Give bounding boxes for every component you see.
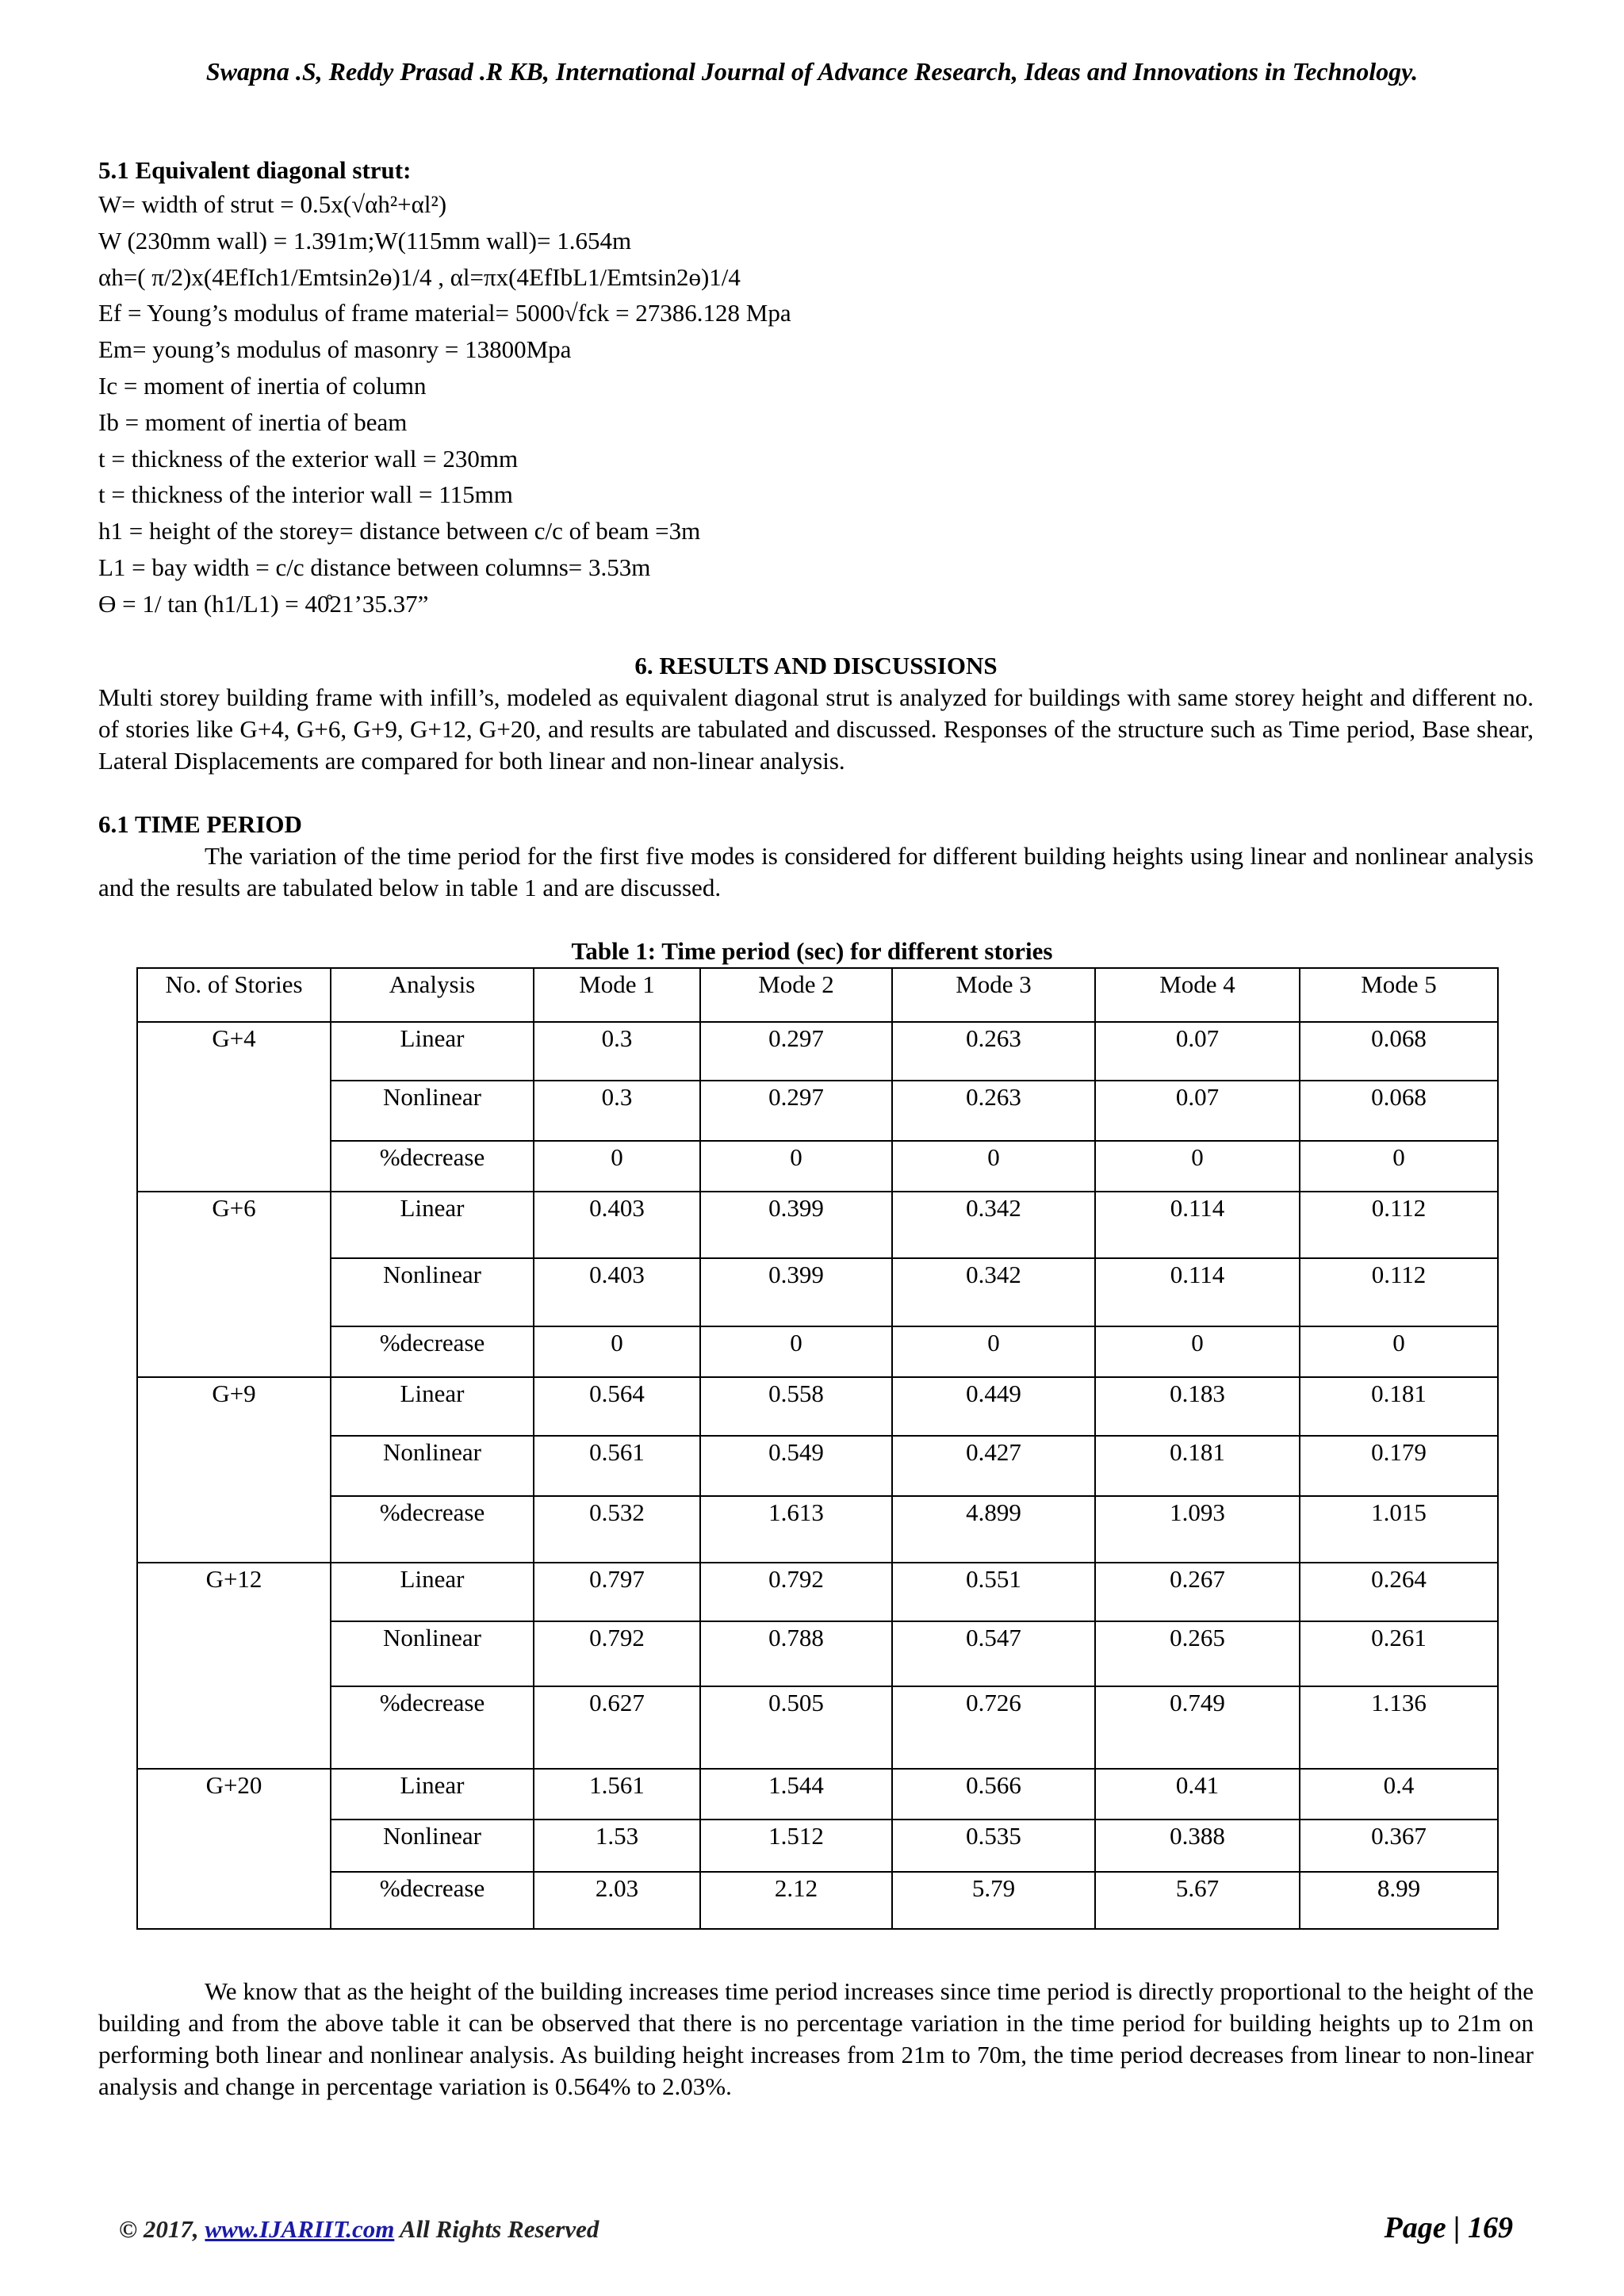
analysis-cell: %decrease: [331, 1686, 534, 1769]
table-row: [137, 1820, 1498, 1872]
table-row: [137, 1192, 1498, 1258]
section-5-1: [98, 155, 1534, 622]
mode-value-cell: 5.67: [1095, 1872, 1300, 1929]
analysis-cell: %decrease: [331, 1141, 534, 1192]
mode-value-cell: 1.015: [1300, 1496, 1498, 1563]
mode-value-cell: 4.899: [892, 1496, 1095, 1563]
mode-value-cell: 1.561: [534, 1769, 700, 1820]
mode-value-cell: 0.403: [534, 1192, 700, 1258]
header-cell: Analysis: [331, 968, 534, 1022]
mode-value-cell: 0.561: [534, 1436, 700, 1496]
mode-value-cell: 0.265: [1095, 1621, 1300, 1686]
mode-value-cell: 0.797: [534, 1563, 700, 1621]
mode-value-cell: 0.792: [534, 1621, 700, 1686]
table-row: [137, 1872, 1498, 1929]
table-row: [137, 1563, 1498, 1621]
mode-value-cell: 0.179: [1300, 1436, 1498, 1496]
mode-value-cell: 0.297: [700, 1081, 892, 1141]
storey-height: h1 = height of the storey= distance between c/c of beam =3m: [98, 517, 701, 545]
mode-value-cell: 0: [534, 1326, 700, 1377]
mode-value-cell: 0.399: [700, 1192, 892, 1258]
table-row: [137, 1621, 1498, 1686]
running-head: Swapna .S, Reddy Prasad .R KB, International Journal of Advance Research, Ideas and Innovations in Technology.: [205, 57, 1419, 86]
page-number: Page | 169: [1384, 2211, 1513, 2244]
mode-value-cell: 0: [700, 1326, 892, 1377]
theta-definition: Ɵ = 1/ tan (h1/L1) = 40̊21’35.37”: [98, 589, 429, 618]
header-cell: Mode 2: [700, 968, 892, 1022]
table-row: [137, 1436, 1498, 1496]
strut-width-values: W (230mm wall) = 1.391m;W(115mm wall)= 1.654m: [98, 226, 632, 254]
ef-definition: Ef = Young’s modulus of frame material= 5000√fck = 27386.128 Mpa: [98, 299, 791, 327]
mode-value-cell: 0: [534, 1141, 700, 1192]
stories-cell: G+9: [137, 1377, 331, 1563]
analysis-cell: Nonlinear: [331, 1621, 534, 1686]
mode-value-cell: 0.3: [534, 1081, 700, 1141]
bay-width: L1 = bay width = c/c distance between columns= 3.53m: [98, 553, 651, 581]
mode-value-cell: 0.297: [700, 1022, 892, 1081]
header-cell: No. of Stories: [137, 968, 331, 1022]
mode-value-cell: 0: [1095, 1141, 1300, 1192]
mode-value-cell: 0.181: [1095, 1436, 1300, 1496]
header-cell: Mode 4: [1095, 968, 1300, 1022]
table-body: [137, 1022, 1498, 1929]
table-row: [137, 1141, 1498, 1192]
mode-value-cell: 0.4: [1300, 1769, 1498, 1820]
mode-value-cell: 0.263: [892, 1022, 1095, 1081]
mode-value-cell: 1.093: [1095, 1496, 1300, 1563]
mode-value-cell: 0.3: [534, 1022, 700, 1081]
stories-cell: G+6: [137, 1192, 331, 1377]
mode-value-cell: 0.627: [534, 1686, 700, 1769]
mode-value-cell: 0.112: [1300, 1192, 1498, 1258]
analysis-cell: %decrease: [331, 1326, 534, 1377]
mode-value-cell: 0.726: [892, 1686, 1095, 1769]
section-6-1: [98, 809, 1534, 904]
mode-value-cell: 0.261: [1300, 1621, 1498, 1686]
analysis-cell: Nonlinear: [331, 1081, 534, 1141]
journal-link[interactable]: www.IJARIIT.com: [205, 2215, 395, 2243]
analysis-cell: Nonlinear: [331, 1820, 534, 1872]
table-row: [137, 1769, 1498, 1820]
analysis-cell: Linear: [331, 1377, 534, 1436]
stories-cell: G+20: [137, 1769, 331, 1929]
table-row: [137, 1686, 1498, 1769]
header-cell: Mode 5: [1300, 968, 1498, 1022]
mode-value-cell: 0.367: [1300, 1820, 1498, 1872]
mode-value-cell: 0.558: [700, 1377, 892, 1436]
ic-definition: Ic = moment of inertia of column: [98, 371, 427, 400]
copyright-prefix: © 2017,: [119, 2215, 205, 2243]
stories-cell: G+12: [137, 1563, 331, 1769]
section-6: [98, 650, 1534, 777]
mode-value-cell: 0.068: [1300, 1081, 1498, 1141]
section-6-paragraph: Multi storey building frame with infill’s, modeled as equivalent diagonal strut is analyzed for buildings with same storey height and different no. of stories like G+4, G+6, G+9, G+12, G+20, and results are tabulated and discussed. Responses of the structure such as Time period, Base shear, Lateral Displacements are compared for both linear and non-linear analysis.: [98, 683, 1534, 775]
mode-value-cell: 0.505: [700, 1686, 892, 1769]
mode-value-cell: 5.79: [892, 1872, 1095, 1929]
mode-value-cell: 0.403: [534, 1258, 700, 1326]
table-row: [137, 1258, 1498, 1326]
mode-value-cell: 0.112: [1300, 1258, 1498, 1326]
mode-value-cell: 0.07: [1095, 1022, 1300, 1081]
mode-value-cell: 0.267: [1095, 1563, 1300, 1621]
mode-value-cell: 0.792: [700, 1563, 892, 1621]
mode-value-cell: 0.551: [892, 1563, 1095, 1621]
table-row: [137, 1377, 1498, 1436]
closing-paragraph: We know that as the height of the building increases time period increases since time period is directly proportional to the height of the building and from the above table it can be observed that there is no percentage variation in the time period for building heights up to 21m on performing both linear and nonlinear analysis. As building height increases from 21m to 70m, the time period decreases from linear to non-linear analysis and change in percentage variation is 0.564% to 2.03%.: [98, 1977, 1534, 2100]
mode-value-cell: 0.427: [892, 1436, 1095, 1496]
alpha-formula: αh=( π/2)x(4EfIch1/Emtsin2ɵ)1/4 , αl=πx(4EfIbL1/Emtsin2ɵ)1/4: [98, 262, 741, 291]
analysis-cell: Linear: [331, 1022, 534, 1081]
mode-value-cell: 0.114: [1095, 1192, 1300, 1258]
mode-value-cell: 0: [700, 1141, 892, 1192]
section-5-1-heading: 5.1 Equivalent diagonal strut:: [98, 156, 412, 184]
header-cell: Mode 3: [892, 968, 1095, 1022]
analysis-cell: Linear: [331, 1769, 534, 1820]
footer-copyright: [119, 2215, 599, 2244]
exterior-wall-thickness: t = thickness of the exterior wall = 230mm: [98, 444, 519, 473]
mode-value-cell: 0.549: [700, 1436, 892, 1496]
mode-value-cell: 0: [1300, 1141, 1498, 1192]
mode-value-cell: 0.788: [700, 1621, 892, 1686]
closing-section: [98, 1976, 1534, 2103]
mode-value-cell: 0.749: [1095, 1686, 1300, 1769]
mode-value-cell: 1.136: [1300, 1686, 1498, 1769]
mode-value-cell: 0.342: [892, 1192, 1095, 1258]
analysis-cell: Linear: [331, 1192, 534, 1258]
mode-value-cell: 1.613: [700, 1496, 892, 1563]
table-row: [137, 1496, 1498, 1563]
mode-value-cell: 0.264: [1300, 1563, 1498, 1621]
interior-wall-thickness: t = thickness of the interior wall = 115mm: [98, 480, 513, 509]
table-row: [137, 1081, 1498, 1141]
header-cell: Mode 1: [534, 968, 700, 1022]
mode-value-cell: 0.564: [534, 1377, 700, 1436]
section-6-1-paragraph: The variation of the time period for the first five modes is considered for different building heights using linear and nonlinear analysis and the results are tabulated below in table 1 and are discussed.: [98, 842, 1534, 901]
analysis-cell: Nonlinear: [331, 1436, 534, 1496]
mode-value-cell: 0.342: [892, 1258, 1095, 1326]
mode-value-cell: 0.449: [892, 1377, 1095, 1436]
table-header-row: [137, 968, 1498, 1022]
mode-value-cell: 0: [892, 1326, 1095, 1377]
analysis-cell: Nonlinear: [331, 1258, 534, 1326]
mode-value-cell: 0.535: [892, 1820, 1095, 1872]
analysis-cell: Linear: [331, 1563, 534, 1621]
mode-value-cell: 0.41: [1095, 1769, 1300, 1820]
mode-value-cell: 0.068: [1300, 1022, 1498, 1081]
strut-width-formula: W= width of strut = 0.5x(√αh²+αl²): [98, 190, 447, 218]
mode-value-cell: 0.566: [892, 1769, 1095, 1820]
time-period-table: [136, 967, 1499, 1930]
mode-value-cell: 0.547: [892, 1621, 1095, 1686]
mode-value-cell: 0.181: [1300, 1377, 1498, 1436]
mode-value-cell: 0.399: [700, 1258, 892, 1326]
mode-value-cell: 0.532: [534, 1496, 700, 1563]
stories-cell: G+4: [137, 1022, 331, 1192]
mode-value-cell: 0: [1095, 1326, 1300, 1377]
mode-value-cell: 0.263: [892, 1081, 1095, 1141]
section-6-1-heading: 6.1 TIME PERIOD: [98, 810, 302, 838]
mode-value-cell: 1.53: [534, 1820, 700, 1872]
mode-value-cell: 0: [1300, 1326, 1498, 1377]
copyright-suffix: All Rights Reserved: [394, 2215, 599, 2243]
mode-value-cell: 1.512: [700, 1820, 892, 1872]
section-6-heading: 6. RESULTS AND DISCUSSIONS: [634, 652, 998, 679]
mode-value-cell: 0: [892, 1141, 1095, 1192]
mode-value-cell: 2.03: [534, 1872, 700, 1929]
mode-value-cell: 0.183: [1095, 1377, 1300, 1436]
mode-value-cell: 1.544: [700, 1769, 892, 1820]
analysis-cell: %decrease: [331, 1496, 534, 1563]
mode-value-cell: 0.07: [1095, 1081, 1300, 1141]
em-definition: Em= young’s modulus of masonry = 13800Mpa: [98, 335, 572, 364]
mode-value-cell: 2.12: [700, 1872, 892, 1929]
mode-value-cell: 0.388: [1095, 1820, 1300, 1872]
mode-value-cell: 0.114: [1095, 1258, 1300, 1326]
mode-value-cell: 8.99: [1300, 1872, 1498, 1929]
analysis-cell: %decrease: [331, 1872, 534, 1929]
ib-definition: Ib = moment of inertia of beam: [98, 408, 408, 436]
table-1-caption: Table 1: Time period (sec) for different stories: [571, 937, 1053, 965]
table-row: [137, 1022, 1498, 1081]
table-row: [137, 1326, 1498, 1377]
